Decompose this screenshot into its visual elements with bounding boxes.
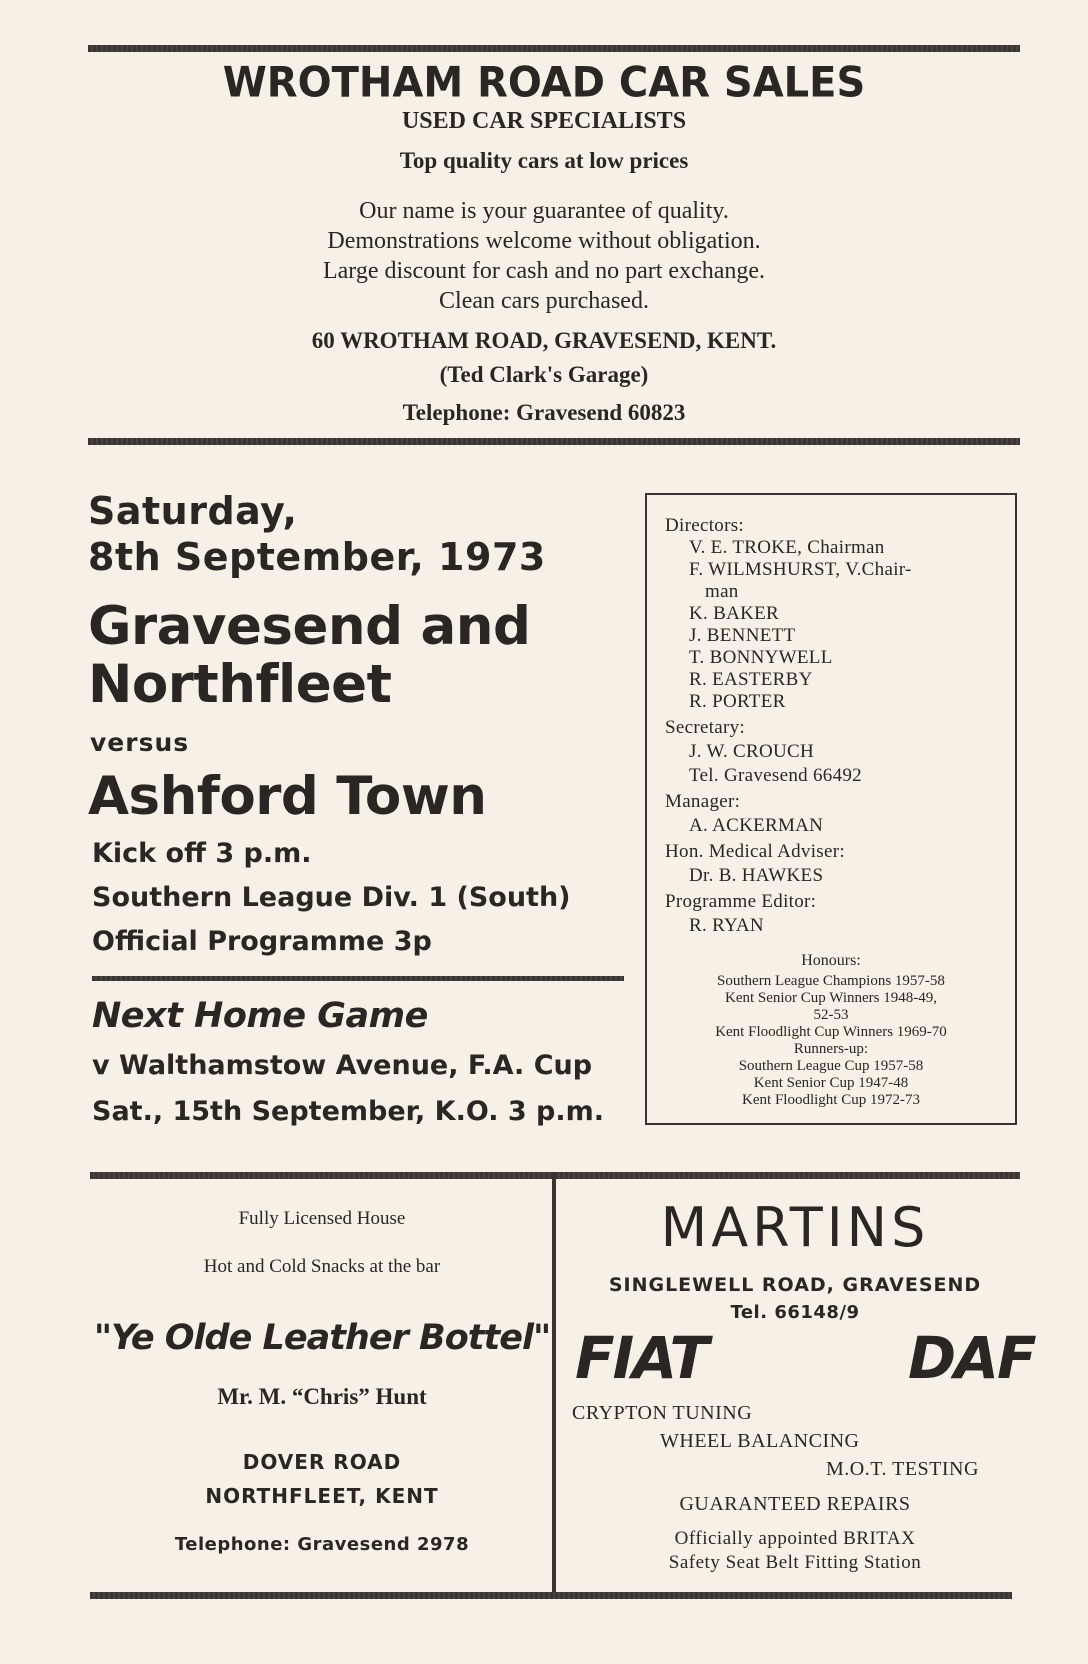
honour-item: Kent Senior Cup 1947-48 (753, 1075, 909, 1091)
honours-list (647, 973, 1015, 1109)
car-sales-subtitle: USED CAR SPECIALISTS (401, 108, 687, 134)
director-name: J. BENNETT (689, 625, 796, 646)
programme-price: Official Programme 3p (92, 926, 432, 957)
car-sales-line: Large discount for cash and no part exchange. (322, 258, 766, 284)
kickoff-time: Kick off 3 p.m. (92, 838, 312, 869)
medical-name: Dr. B. HAWKES (689, 865, 824, 886)
top-border-rule (88, 45, 1020, 52)
car-sales-garage: (Ted Clark's Garage) (439, 362, 649, 387)
car-sales-tagline: Top quality cars at low prices (399, 148, 689, 173)
pub-telephone: Telephone: Gravesend 2978 (174, 1534, 470, 1555)
secretary-heading: Secretary: (665, 717, 746, 738)
match-day-label: Saturday, (88, 489, 298, 533)
honour-item: 52-53 (813, 1007, 849, 1023)
pub-snacks: Hot and Cold Snacks at the bar (203, 1256, 441, 1277)
honour-item: Kent Floodlight Cup 1972-73 (742, 1092, 920, 1108)
director-name: T. BONNYWELL (689, 647, 833, 668)
honour-item: Southern League Champions 1957-58 (717, 973, 945, 989)
car-sales-telephone: Telephone: Gravesend 60823 (402, 400, 686, 425)
secretary-name: J. W. CROUCH (689, 741, 815, 762)
car-sales-line: Demonstrations welcome without obligation. (327, 228, 761, 254)
garage-telephone: Tel. 66148/9 (730, 1302, 860, 1323)
service-item: WHEEL BALANCING (660, 1430, 860, 1452)
pub-name: "Ye Olde Leather Bottel" (93, 1318, 551, 1358)
editor-heading: Programme Editor: (665, 891, 817, 912)
pub-owner: Mr. M. “Chris” Hunt (217, 1384, 427, 1409)
medical-heading: Hon. Medical Adviser: (665, 841, 845, 862)
garage-road: SINGLEWELL ROAD, GRAVESEND (608, 1274, 982, 1296)
car-sales-address: 60 WROTHAM ROAD, GRAVESEND, KENT. (311, 328, 777, 353)
brand-daf: DAF (908, 1324, 1035, 1392)
service-item: M.O.T. TESTING (826, 1458, 979, 1480)
brand-fiat: FIAT (575, 1324, 708, 1392)
director-name: V. E. TROKE, Chairman (689, 537, 885, 558)
pub-road: DOVER ROAD (242, 1450, 402, 1474)
match-date (88, 488, 546, 580)
manager-heading: Manager: (665, 791, 741, 812)
car-sales-title: WROTHAM ROAD CAR SALES (222, 58, 866, 108)
ad-divider (552, 1172, 556, 1592)
director-name: F. WILMSHURST, V.Chair- (689, 559, 912, 580)
next-game-opponent: v Walthamstow Avenue, F.A. Cup (92, 1050, 593, 1081)
versus-label: versus (90, 728, 190, 757)
secretary-telephone: Tel. Gravesend 66492 (689, 765, 862, 786)
car-sales-description (0, 196, 1088, 316)
pub-licensed: Fully Licensed House (238, 1208, 406, 1229)
guaranteed-repairs: GUARANTEED REPAIRS (679, 1493, 911, 1515)
home-team (88, 598, 530, 714)
next-game-date: Sat., 15th September, K.O. 3 p.m. (92, 1096, 605, 1127)
car-sales-line: Our name is your guarantee of quality. (359, 198, 729, 224)
section-rule (88, 438, 1020, 445)
safety-line: Safety Seat Belt Fitting Station (668, 1552, 922, 1573)
honours-heading: Honours: (801, 952, 861, 969)
bottom-border-rule (90, 1592, 1012, 1599)
next-home-game-title: Next Home Game (92, 996, 428, 1036)
away-team: Ashford Town (88, 766, 487, 827)
director-name: man (705, 581, 739, 602)
editor-name: R. RYAN (689, 915, 764, 936)
honour-item: Runners-up: (793, 1041, 869, 1057)
manager-name: A. ACKERMAN (689, 815, 824, 836)
pub-town: NORTHFLEET, KENT (205, 1484, 439, 1508)
match-date-label: 8th September, 1973 (88, 535, 546, 579)
director-name: R. PORTER (689, 691, 786, 712)
league-name: Southern League Div. 1 (South) (92, 882, 571, 913)
director-name: R. EASTERBY (689, 669, 813, 690)
club-officials-box (645, 493, 1017, 1125)
car-sales-line: Clean cars purchased. (439, 288, 649, 314)
garage-name: MARTINS (660, 1196, 930, 1259)
directors-heading: Directors: (665, 515, 744, 536)
director-name: K. BAKER (689, 603, 780, 624)
britax-line: Officially appointed BRITAX (674, 1528, 916, 1549)
honour-item: Kent Senior Cup Winners 1948-49, (724, 990, 937, 1006)
honour-item: Kent Floodlight Cup Winners 1969-70 (715, 1024, 947, 1040)
next-game-rule (92, 976, 624, 981)
home-team-line: Gravesend and (88, 596, 531, 657)
home-team-line: Northfleet (88, 654, 392, 715)
honour-item: Southern League Cup 1957-58 (738, 1058, 924, 1074)
service-item: CRYPTON TUNING (572, 1402, 753, 1424)
